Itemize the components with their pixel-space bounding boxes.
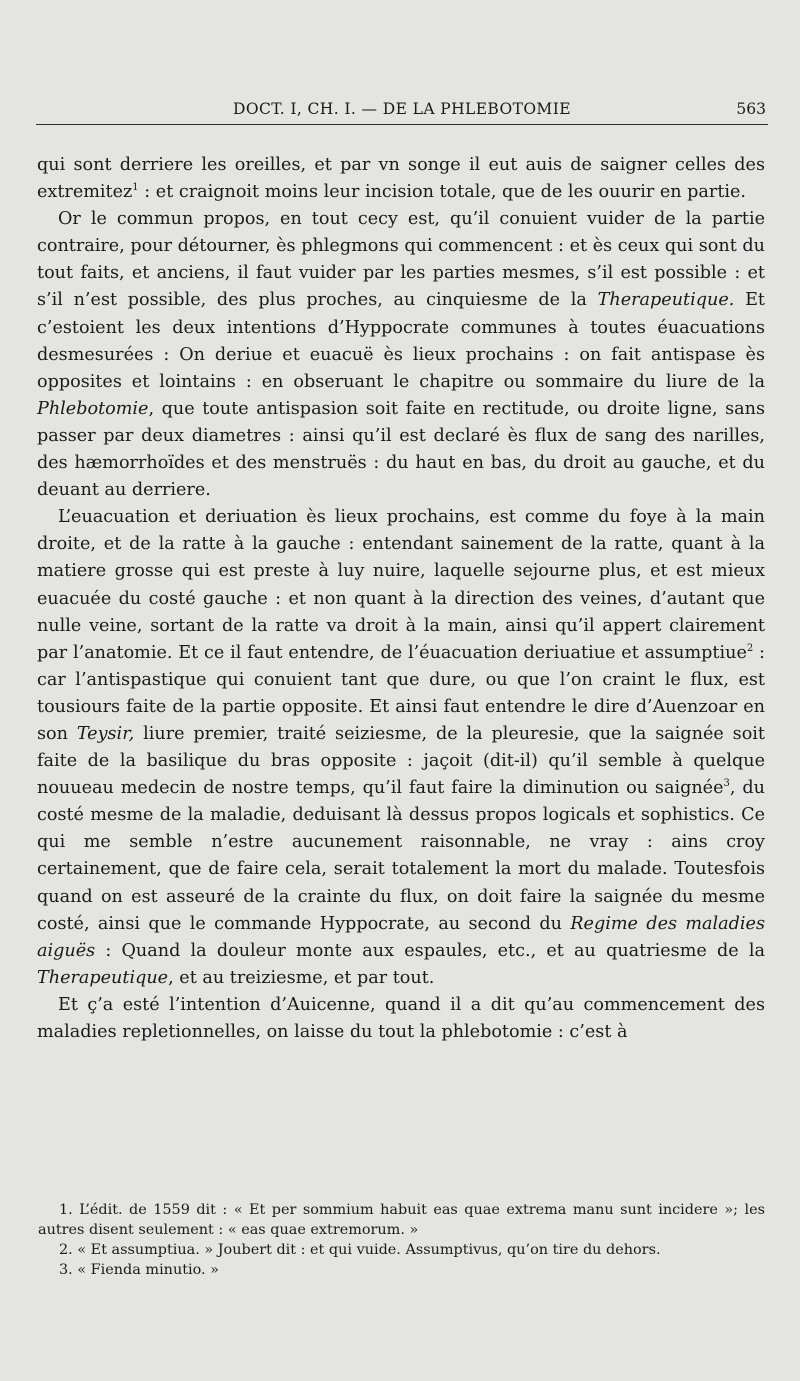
- title-phlebotomie: Phlebotomie: [37, 398, 149, 419]
- footnote-1: 1. L’édit. de 1559 dit : « Et per sommium habuit eas quae extrema manu sunt incidere »; les autres disent seulement : « eas quae extremorum. »: [38, 1202, 765, 1238]
- footnote-3: 3. « Fienda minutio. »: [59, 1262, 219, 1278]
- footnote-ref-2: 2: [746, 642, 754, 654]
- title-teysir: Teysir,: [76, 723, 135, 744]
- paragraph-3-text-b: : car l’antispastique qui conuient tant que dure, ou que l’on craint le flux, est tousiours faite de la partie opposite. Et ainsi faut entendre le dire d’Auenzoar en son: [37, 642, 765, 744]
- body-text: [37, 152, 765, 1046]
- paragraph-3-text-f: , et au treiziesme, et par tout.: [168, 967, 435, 988]
- paragraph-2-text-b: Et c’estoient les deux intentions d’Hyppocrate communes à toutes éuacuations desmesurées : On deriue et euacuë ès lieux prochains : on fait antispase ès opposites et lointains : en obseruant le chapitre ou sommaire du liure de la: [37, 290, 765, 392]
- paragraph-3-text-a: L’euacuation et deriuation ès lieux prochains, est comme du foye à la main droite, et de la ratte à la gauche : entendant sainement de la ratte, quant à la matiere grosse qui est preste à luy nuire, laquelle sejourne plus, et est mieux euacuée du costé gauche : et non quant à la direction des veines, d’autant que nulle veine, sortant de la ratte va droit à la main, ainsi qu’il appert clairement par l’anatomie. Et ce il faut entendre, de l’éuacuation deriuatiue et assumptiue: [37, 507, 765, 663]
- footnote-ref-3: 3: [723, 778, 730, 790]
- paragraph-3: [37, 504, 765, 992]
- footnote-ref-1: 1: [132, 182, 139, 194]
- title-regime: Regime des maladies aiguës: [37, 913, 765, 961]
- paragraph-2-text-a: Or le commun propos, en tout cecy est, qu’il conuient vuider de la partie contraire, pour détourner, ès phlegmons qui commencent : et ès ceux qui sont du tout faits, et anciens, il faut vuider par les parties mesmes, s’il est possible : et s’il n’est possible, des plus proches, au cinquiesme de la: [37, 209, 765, 311]
- paragraph-2: [37, 206, 765, 504]
- paragraph-1: [37, 152, 765, 206]
- title-therapeutique: Therapeutique.: [597, 290, 735, 311]
- paragraph-3-text-d: , du costé mesme de la maladie, deduisant là dessus propos logicals et sophistics. Ce qui me semble n’estre aucunement raisonnable, ne vray : ains croy certainement, que de faire cela, serait totalement la mort du malade. Toutesfois quand on est asseuré de la crainte du flux, on doit faire la saignée du mesme costé, ainsi que le commande Hyppocrate, au second du: [37, 778, 765, 934]
- paragraph-2-text-c: , que toute antispasion soit faite en rectitude, ou droite ligne, sans passer par deux diametres : ainsi qu’il est declaré ès flux de sang des narilles, des hæmorrhoïdes et des menstruës : du haut en bas, du droit au gauche, et du deuant au derriere.: [37, 398, 765, 501]
- footnotes: [38, 1200, 765, 1280]
- footnote-2: 2. « Et assumptiua. » Joubert dit : et qui vuide. Assumptivus, qu’on tire du dehors.: [59, 1242, 661, 1258]
- page-number: 563: [736, 100, 766, 118]
- paragraph-1-text-b: : et craignoit moins leur incision totale, que de les ouurir en partie.: [138, 182, 747, 203]
- paragraph-3-text-e: : Quand la douleur monte aux espaules, etc., et au quatriesme de la: [95, 940, 765, 961]
- page-header: [36, 96, 768, 125]
- title-therapeutique-2: Therapeutique: [37, 967, 169, 988]
- paragraph-1-text: qui sont derriere les oreilles, et par vn songe il eut auis de saigner celles des extremitez: [37, 155, 765, 203]
- paragraph-3-text-c: liure premier, traité seiziesme, de la pleuresie, que la saignée soit faite de la basilique du bras opposite : jaçoit (dit-il) qu’il semble à quelque nouueau medecin de nostre temps, qu’il faut faire la diminution ou saignée: [37, 723, 765, 799]
- paragraph-4: Et ç’a esté l’intention d’Auicenne, quand il a dit qu’au commencement des maladies repletionnelles, on laisse du tout la phlebotomie : c’est à: [37, 994, 765, 1042]
- running-title: DOCT. I, CH. I. — DE LA PHLEBOTOMIE: [233, 100, 571, 118]
